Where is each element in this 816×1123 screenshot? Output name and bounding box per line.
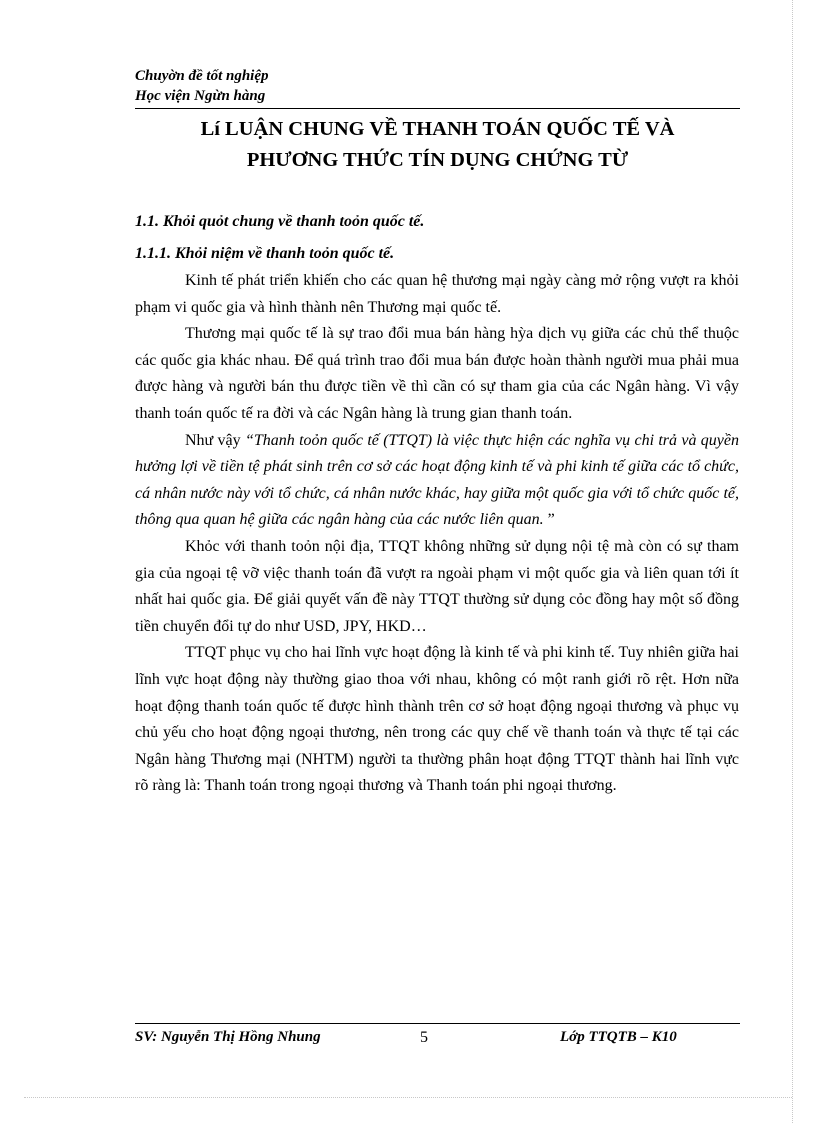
- page-number: 5: [420, 1029, 428, 1046]
- page-footer: [135, 1029, 740, 1049]
- chapter-title: [135, 114, 740, 176]
- chapter-title-line-1: Lí LUẬN CHUNG VỀ THANH TOÁN QUỐC TẾ VÀ: [200, 118, 675, 140]
- paragraph-5: TTQT phục vụ cho hai lĩnh vực hoạt động là kinh tế và phi kinh tế. Tuy nhiên giữa hai lĩnh vực hoạt động này thường giao thoa với nhau, không có một ranh giới rõ rệt. Hơn nữa hoạt động thanh toán quốc tế được hình thành trên cơ sở hoạt động ngoại thương và phục vụ chủ yếu cho hoạt động ngoại thương, nên trong các quy chế về thanh toán và thực tế tại các Ngân hàng Thương mại (NHTM) người ta thường phân hoạt động TTQT thành hai lĩnh vực rõ ràng là: Thanh toán trong ngoại thương và Thanh toán phi ngoại thương.: [135, 644, 739, 795]
- section-heading-1-1: 1.1. Khỏi quỏt chung về thanh toỏn quốc tế.: [135, 213, 425, 230]
- paragraph-1: Kinh tế phát triển khiến cho các quan hệ thương mại ngày càng mở rộng vượt ra khỏi phạm vi quốc gia và hình thành nên Thương mại quốc tế.: [135, 272, 739, 316]
- page-edge-guide-vertical: [792, 0, 793, 1123]
- page-edge-guide-horizontal: [24, 1097, 792, 1098]
- section-heading-1-1-1: 1.1.1. Khỏi niệm về thanh toỏn quốc tế.: [135, 245, 395, 262]
- body-text: [135, 268, 739, 800]
- footer-class: Lớp TTQTB – K10: [560, 1029, 677, 1045]
- footer-student-name: SV: Nguyễn Thị Hồng Nhung: [135, 1029, 321, 1045]
- paragraph-2: Thương mại quốc tế là sự trao đổi mua bán hàng hỳa dịch vụ giữa các chủ thể thuộc các quốc gia khác nhau. Để quá trình trao đổi mua bán được hoàn thành người mua phải mua được hàng và người bán thu được tiền về thì cần có sự tham gia của các Ngân hàng. Vì vậy thanh toán quốc tế ra đời và các Ngân hàng là trung gian thanh toán.: [135, 325, 739, 422]
- footer-divider: [135, 1023, 740, 1024]
- paragraph-4: Khỏc với thanh toỏn nội địa, TTQT không những sử dụng nội tệ mà còn có sự tham gia của ngoại tệ vỡ việc thanh toán đã vượt ra ngoài phạm vi một quốc gia và liên quan tới ít nhất hai quốc gia. Để giải quyết vấn đề này TTQT thường sử dụng cỏc đồng hay một số đồng tiền chuyển đổi tự do như USD, JPY, HKD…: [135, 537, 739, 635]
- paragraph-3-lead: Như vậy: [185, 431, 245, 449]
- header-divider: [135, 108, 740, 109]
- paragraph-3-tail: ”: [543, 511, 555, 529]
- paragraph-3: [135, 428, 739, 534]
- page-header: [135, 66, 740, 106]
- header-thesis-label: Chuyờn đề tốt nghiệp: [135, 68, 269, 84]
- header-institution: Học viện Ngừn hàng: [135, 88, 266, 104]
- chapter-title-line-2: PHƯƠNG THỨC TÍN DỤNG CHỨNG TỪ: [246, 149, 629, 171]
- definition-quote: “Thanh toỏn quốc tế (TTQT) là việc thực hiện các nghĩa vụ chi trả và quyền hưởng lợi về tiền tệ phát sinh trên cơ sở các hoạt động kinh tế và phi kinh tế giữa các tổ chức, cá nhân nước này với tổ chức, cá nhân nước khác, hay giữa một quốc gia với tổ chức quốc tế, thông qua quan hệ giữa các ngân hàng của các nước liên quan.: [135, 431, 739, 529]
